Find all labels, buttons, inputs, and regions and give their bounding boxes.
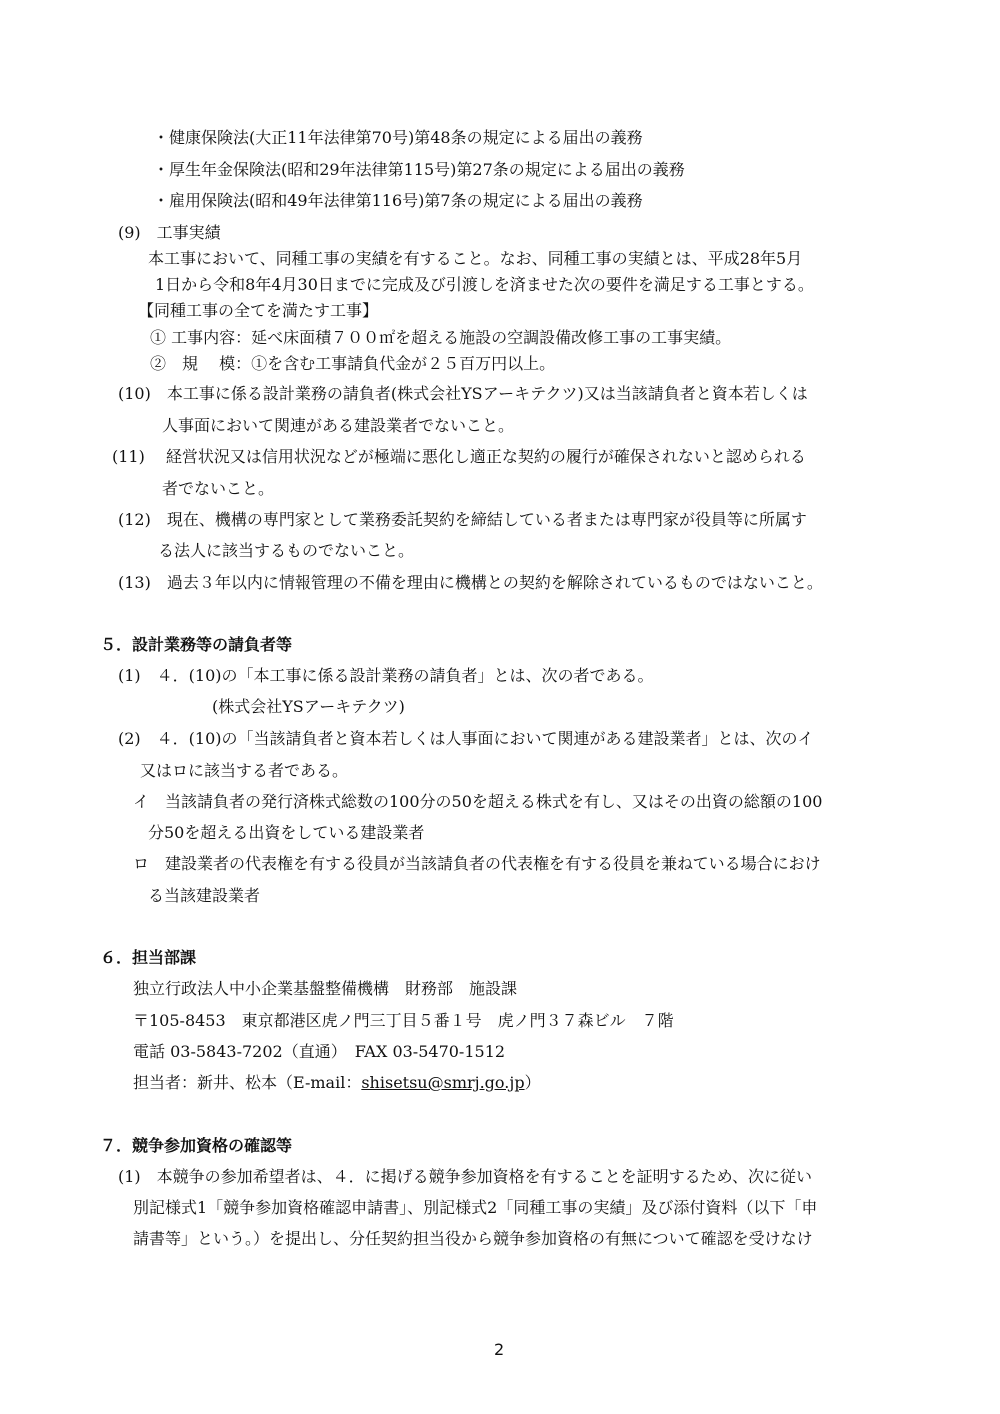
section-5-item-ro-line2: る当該建設業者	[148, 886, 261, 905]
contact-prefix: 担当者：新井、松本（E-mail：	[133, 1073, 362, 1092]
item-10-line2: 人事面において関連がある建設業者でないこと。	[162, 416, 515, 435]
item-13-line1: (13) 過去３年以内に情報管理の不備を理由に機構との契約を解除されているものではないこと。	[118, 573, 823, 592]
section-6-contact	[133, 1073, 541, 1093]
section-5-designer-name: (株式会社YSアーキテクツ)	[212, 697, 405, 716]
section-7-line3: 請書等」という。）を提出し、分任契約担当役から競争参加資格の有無について確認を受けなけ	[133, 1229, 813, 1248]
item-9-requirement-heading: 【同種工事の全てを満たす工事】	[138, 301, 379, 320]
section-6-address: 〒105-8453 東京都港区虎ノ門三丁目５番１号 虎ノ門３７森ビル ７階	[133, 1011, 674, 1030]
section-7-line2: 別記様式1「競争参加資格確認申請書」、別記様式2「同種工事の実績」及び添付資料（以下「申	[133, 1198, 818, 1217]
item-9-condition-2: ② 規 模：①を含む工事請負代金が２５百万円以上。	[150, 354, 556, 373]
bullet-health-insurance: ・健康保険法(大正11年法律第70号)第48条の規定による届出の義務	[153, 128, 643, 147]
item-9-condition-1: ① 工事内容：延べ床面積７００㎡を超える施設の空調設備改修工事の工事実績。	[150, 328, 732, 347]
item-10-line1: (10) 本工事に係る設計業務の請負者(株式会社YSアーキテクツ)又は当該請負者と資本若しくは	[118, 384, 808, 403]
item-9-line2: 1日から令和8年4月30日までに完成及び引渡しを済ませた次の要件を満足する工事とする。	[155, 275, 814, 294]
section-5-para1: (1) ４．(10)の「本工事に係る設計業務の請負者」とは、次の者である。	[118, 666, 654, 685]
item-11-line1: (11) 経営状況又は信用状況などが極端に悪化し適正な契約の履行が確保されないと認められる	[112, 447, 806, 466]
section-7-line1: (1) 本競争の参加希望者は、４．に掲げる競争参加資格を有することを証明するため、次に従い	[118, 1167, 813, 1186]
bullet-pension-insurance: ・厚生年金保険法(昭和29年法律第115号)第27条の規定による届出の義務	[153, 160, 685, 179]
section-6-heading: ６．担当部課	[100, 948, 197, 967]
section-6-organization: 独立行政法人中小企業基盤整備機構 財務部 施設課	[133, 979, 518, 998]
page-number: 2	[494, 1340, 505, 1359]
section-5-para2-line2: 又はロに該当する者である。	[140, 761, 349, 780]
bullet-employment-insurance: ・雇用保険法(昭和49年法律第116号)第7条の規定による届出の義務	[153, 191, 643, 210]
item-12-line2: る法人に該当するものでないこと。	[158, 541, 415, 560]
section-5-item-i-line2: 分50を超える出資をしている建設業者	[148, 823, 425, 842]
item-11-line2: 者でないこと。	[162, 479, 275, 498]
section-5-para2-line1: (2) ４．(10)の「当該請負者と資本若しくは人事面において関連がある建設業者」とは、次のイ	[118, 729, 814, 748]
contact-suffix: ）	[524, 1073, 541, 1092]
section-5-item-ro-line1: ロ 建設業者の代表権を有する役員が当該請負者の代表権を有する役員を兼ねている場合におけ	[133, 854, 821, 873]
section-7-heading: ７．競争参加資格の確認等	[100, 1136, 293, 1155]
section-6-phone-fax: 電話 03-5843-7202（直通） FAX 03-5470-1512	[133, 1042, 506, 1061]
section-5-heading: ５．設計業務等の請負者等	[100, 635, 293, 654]
section-5-item-i-line1: イ 当該請負者の発行済株式総数の100分の50を超える株式を有し、又はその出資の総額の100	[133, 792, 823, 811]
email-link[interactable]: shisetsu@smrj.go.jp	[361, 1073, 525, 1092]
item-9-title: (9) 工事実績	[118, 223, 221, 242]
item-12-line1: (12) 現在、機構の専門家として業務委託契約を締結している者または専門家が役員等に所属す	[118, 510, 807, 529]
item-9-line1: 本工事において、同種工事の実績を有すること。なお、同種工事の実績とは、平成28年5月	[148, 249, 803, 268]
